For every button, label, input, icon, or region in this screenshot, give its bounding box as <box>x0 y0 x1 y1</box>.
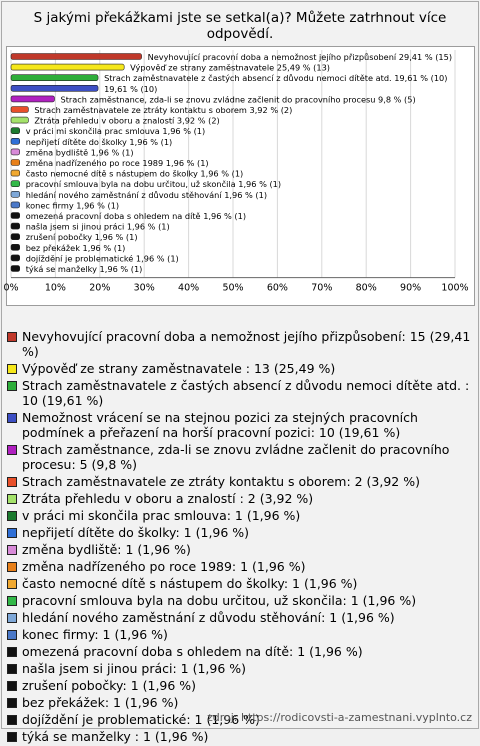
legend-label: Nevyhovující pracovní doba a nemožnost jejího přizpůsobení: 15 (29,41 %) <box>22 329 471 359</box>
legend-item <box>6 627 476 642</box>
bar <box>11 117 28 123</box>
bar-label: Nevyhovující pracovní doba a nemožnost jejího přizpůsobení 29,41 % (15) <box>147 52 453 62</box>
legend-label: Strach zaměstnavatele z častých absencí z důvodu nemoci dítěte atd. : 10 (19,61 %) <box>22 378 470 408</box>
legend-item <box>6 678 476 693</box>
legend-swatch <box>7 528 17 538</box>
bar-label: často nemocné dítě s nástupem do školky 1,96 % (1) <box>25 168 244 179</box>
bar-label: Strach zaměstnavatele z častých absencí z důvodu nemoci dítěte atd. 19,61 % (10) <box>104 73 448 84</box>
legend-label: často nemocné dítě s nástupem do školky: 1 (1,96 %) <box>22 576 358 591</box>
bar-label: hledání nového zaměstnání z důvodu stěhování 1,96 % (1) <box>25 189 268 200</box>
x-tick-label: 50% <box>222 282 244 294</box>
legend-item <box>6 525 476 540</box>
legend-label: v práci mi skončila prac smlouva: 1 (1,96 %) <box>22 508 301 523</box>
legend-swatch <box>7 613 17 623</box>
legend-label: bez překážek: 1 (1,96 %) <box>22 695 179 710</box>
bar <box>11 244 20 250</box>
x-tick-label: 100% <box>441 282 469 294</box>
legend <box>6 329 476 746</box>
bar-label: týká se manželky 1,96 % (1) <box>25 264 143 274</box>
bar <box>11 75 98 81</box>
bar-label: Strach zaměstnavatele ze ztráty kontaktu s oborem 3,92 % (2) <box>34 105 293 115</box>
legend-label: Výpověď ze strany zaměstnavatele : 13 (25,49 %) <box>22 361 336 376</box>
bar-label: 19,61 % (10) <box>104 83 158 94</box>
bar-chart <box>3 47 474 305</box>
legend-swatch <box>7 596 17 606</box>
legend-item <box>6 329 476 359</box>
legend-label: nepřijetí dítěte do školky: 1 (1,96 %) <box>22 525 250 540</box>
bar <box>11 181 20 187</box>
legend-item <box>6 729 476 744</box>
source-text: zdroj: https://rodicovsti-a-zamestnani.vyplnto.cz <box>206 711 472 724</box>
legend-item <box>6 644 476 659</box>
legend-label: změna bydliště: 1 (1,96 %) <box>22 542 191 557</box>
x-tick-label: 90% <box>400 282 422 294</box>
legend-label: konec firmy: 1 (1,96 %) <box>22 627 168 642</box>
legend-item <box>6 491 476 506</box>
legend-item <box>6 542 476 557</box>
x-tick-label: 70% <box>311 282 333 294</box>
legend-swatch <box>7 715 17 725</box>
legend-swatch <box>7 732 17 742</box>
legend-swatch <box>7 647 17 657</box>
legend-swatch <box>7 664 17 674</box>
legend-label: Ztráta přehledu v oboru a znalostí : 2 (3,92 %) <box>22 491 314 506</box>
legend-item <box>6 410 476 440</box>
x-tick-label: 30% <box>133 282 155 294</box>
legend-swatch <box>7 494 17 504</box>
bar-label: omezená pracovní doba s ohledem na dítě 1,96 % (1) <box>25 211 247 221</box>
bar-label: nepřijetí dítěte do školky 1,96 % (1) <box>25 136 173 147</box>
legend-swatch <box>7 445 17 455</box>
bar-label: dojíždění je problematické 1,96 % (1) <box>25 253 179 264</box>
legend-label: Nemožnost vrácení se na stejnou pozici za stejných pracovních podmínek a přeřazení na horší pracovní pozici: 10 (19,61 %) <box>22 410 418 440</box>
legend-swatch <box>7 579 17 589</box>
bar-label: bez překážek 1,96 % (1) <box>25 242 126 253</box>
legend-swatch <box>7 332 17 342</box>
bar <box>11 223 20 229</box>
bar <box>11 149 20 155</box>
legend-item <box>6 508 476 523</box>
bar <box>11 191 20 197</box>
legend-label: týká se manželky : 1 (1,96 %) <box>22 729 209 744</box>
bar-label: zrušení pobočky 1,96 % (1) <box>25 232 138 243</box>
legend-swatch <box>7 681 17 691</box>
chart-title: S jakými překážkami jste se setkal(a)? Můžete zatrhnout více odpovědí. <box>33 10 447 42</box>
bar-label: změna bydliště 1,96 % (1) <box>25 147 134 158</box>
legend-label: dojíždění je problematické: 1 (1,96 %) <box>22 712 260 727</box>
x-tick-label: 20% <box>89 282 111 294</box>
x-tick-label: 80% <box>355 282 377 294</box>
bar <box>11 160 20 166</box>
bar <box>11 64 124 70</box>
legend-label: našla jsem si jinou práci: 1 (1,96 %) <box>22 661 247 676</box>
bar-label: změna nadřízeného po roce 1989 1,96 % (1) <box>25 158 209 168</box>
bar <box>11 255 20 261</box>
legend-label: Strach zaměstnavatele ze ztráty kontaktu s oborem: 2 (3,92 %) <box>22 474 420 489</box>
legend-item <box>6 576 476 591</box>
legend-swatch <box>7 477 17 487</box>
legend-item <box>6 661 476 676</box>
x-tick-label: 10% <box>44 282 66 294</box>
bar-label: Strach zaměstnance, zda-li se znovu zvládne začlenit do pracovního procesu 9,8 % (5) <box>60 94 416 105</box>
bar <box>11 234 20 240</box>
legend-swatch <box>7 698 17 708</box>
legend-label: hledání nového zaměstnání z důvodu stěhování: 1 (1,96 %) <box>22 610 395 625</box>
bar <box>11 266 20 272</box>
x-tick-label: 40% <box>178 282 200 294</box>
bar-label: Výpověď ze strany zaměstnavatele 25,49 % (13) <box>130 62 331 73</box>
bar <box>11 128 20 134</box>
legend-item <box>6 378 476 408</box>
bar-label: našla jsem si jinou práci 1,96 % (1) <box>25 221 170 232</box>
legend-label: zrušení pobočky: 1 (1,96 %) <box>22 678 197 693</box>
legend-item <box>6 361 476 376</box>
x-tick-label: 0% <box>3 282 19 294</box>
legend-swatch <box>7 630 17 640</box>
legend-item <box>6 559 476 574</box>
legend-item <box>6 593 476 608</box>
bar <box>11 96 55 102</box>
legend-swatch <box>7 364 17 374</box>
legend-swatch <box>7 545 17 555</box>
legend-label: omezená pracovní doba s ohledem na dítě: 1 (1,96 %) <box>22 644 363 659</box>
legend-label: Strach zaměstnance, zda-li se znovu zvládne začlenit do pracovního procesu: 5 (9,8 %) <box>22 442 450 472</box>
plot-area <box>3 46 475 306</box>
legend-swatch <box>7 511 17 521</box>
bar-label: konec firmy 1,96 % (1) <box>25 200 120 211</box>
legend-label: pracovní smlouva byla na dobu určitou, už skončila: 1 (1,96 %) <box>22 593 417 608</box>
legend-label: změna nadřízeného po roce 1989: 1 (1,96 %) <box>22 559 306 574</box>
bar <box>11 54 142 60</box>
bar-label: v práci mi skončila prac smlouva 1,96 % (1) <box>25 126 206 137</box>
legend-swatch <box>7 413 17 423</box>
legend-item <box>6 610 476 625</box>
bar <box>11 202 20 208</box>
bar-label: Ztráta přehledu v oboru a znalostí 3,92 % (2) <box>34 115 220 126</box>
legend-item <box>6 695 476 710</box>
legend-item <box>6 474 476 489</box>
legend-swatch <box>7 562 17 572</box>
bar <box>11 107 28 113</box>
bar <box>11 85 98 91</box>
x-tick-label: 60% <box>266 282 288 294</box>
bar <box>11 170 20 176</box>
bar-label: pracovní smlouva byla na dobu určitou, už skončila 1,96 % (1) <box>25 179 282 190</box>
legend-item <box>6 442 476 472</box>
bar <box>11 138 20 144</box>
bar <box>11 213 20 219</box>
legend-swatch <box>7 381 17 391</box>
